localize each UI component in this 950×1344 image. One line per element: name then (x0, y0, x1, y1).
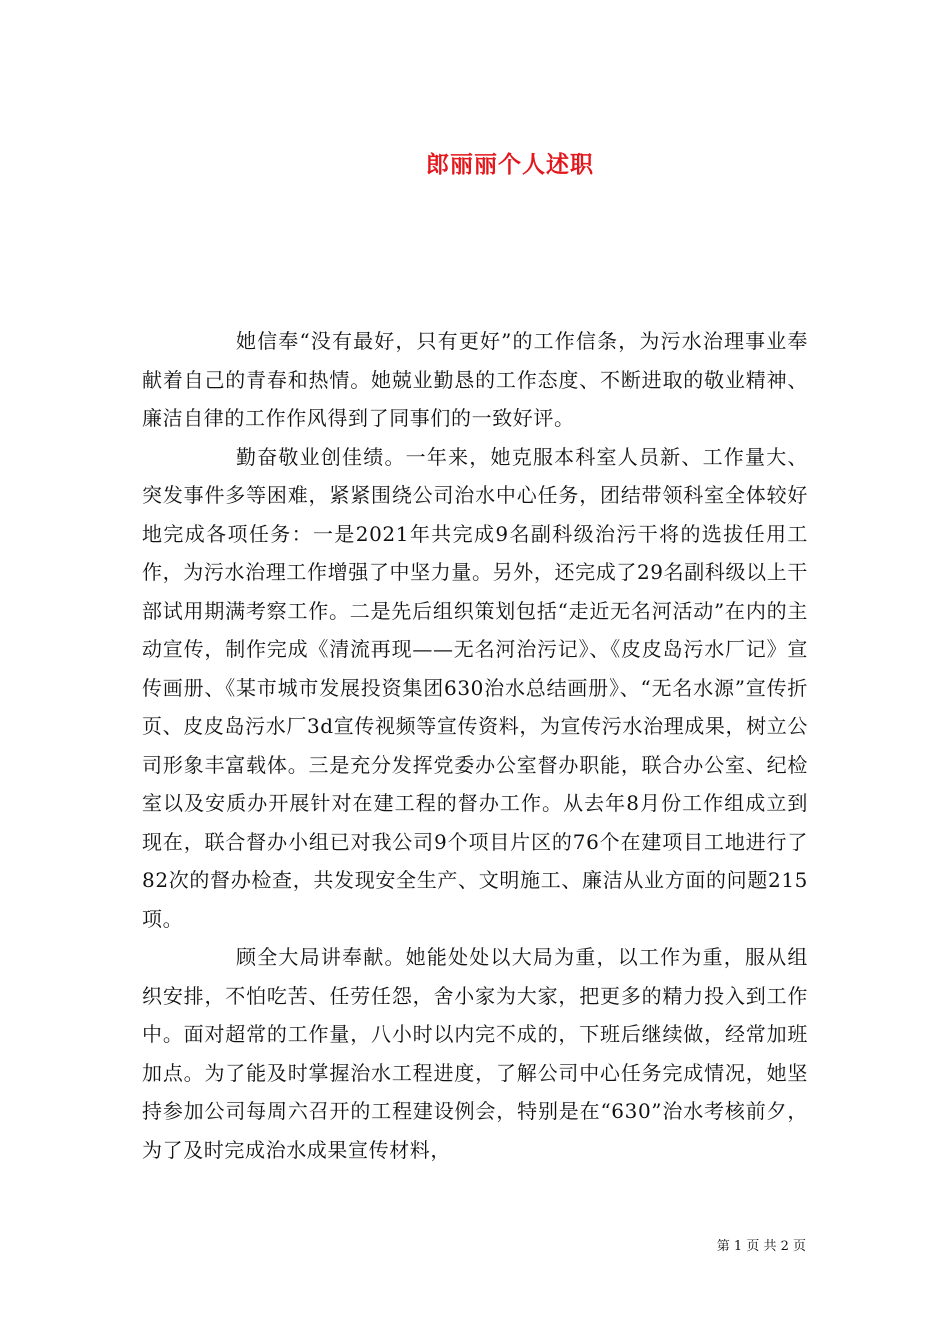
document-body (142, 322, 808, 1169)
paragraph-achievements: 勤奋敬业创佳绩。一年来，她克服本科室人员新、工作量大、突发事件多等困难，紧紧围绕公司治水中心任务，团结带领科室全体较好地完成各项任务：一是2021年共完成9名副科级治污干将的选拔任用工作，为污水治理工作增强了中坚力量。另外，还完成了29名副科级以上干部试用期满考察工作。二是先后组织策划包括“走近无名河活动”在内的主动宣传，制作完成《清流再现——无名河治污记》、《皮皮岛污水厂记》宣传画册、《某市城市发展投资集团630治水总结画册》、“无名水源”宣传折页、皮皮岛污水厂3d宣传视频等宣传资料，为宣传污水治理成果，树立公司形象丰富载体。三是充分发挥党委办公室督办职能，联合办公室、纪检室以及安质办开展针对在建工程的督办工作。从去年8月份工作组成立到现在，联合督办小组已对我公司9个项目片区的76个在建项目工地进行了82次的督办检查，共发现安全生产、文明施工、廉洁从业方面的问题215项。 (142, 444, 808, 931)
page-number-footer: 第 1 页 共 2 页 (716, 1239, 806, 1254)
paragraph-dedication: 顾全大局讲奉献。她能处处以大局为重，以工作为重，服从组织安排，不怕吃苦、任劳任怨，舍小家为大家，把更多的精力投入到工作中。面对超常的工作量，八小时以内完不成的，下班后继续做，经常加班加点。为了能及时掌握治水工程进度，了解公司中心任务完成情况，她坚持参加公司每周六召开的工程建设例会，特别是在“630”治水考核前夕，为了及时完成治水成果宣传材料， (142, 945, 808, 1162)
paragraph-intro: 她信奉“没有最好，只有更好”的工作信条，为污水治理事业奉献着自己的青春和热情。她兢业勤恳的工作态度、不断进取的敬业精神、廉洁自律的工作作风得到了同事们的一致好评。 (142, 329, 808, 430)
document-title: 郎丽丽个人述职 (426, 151, 594, 179)
